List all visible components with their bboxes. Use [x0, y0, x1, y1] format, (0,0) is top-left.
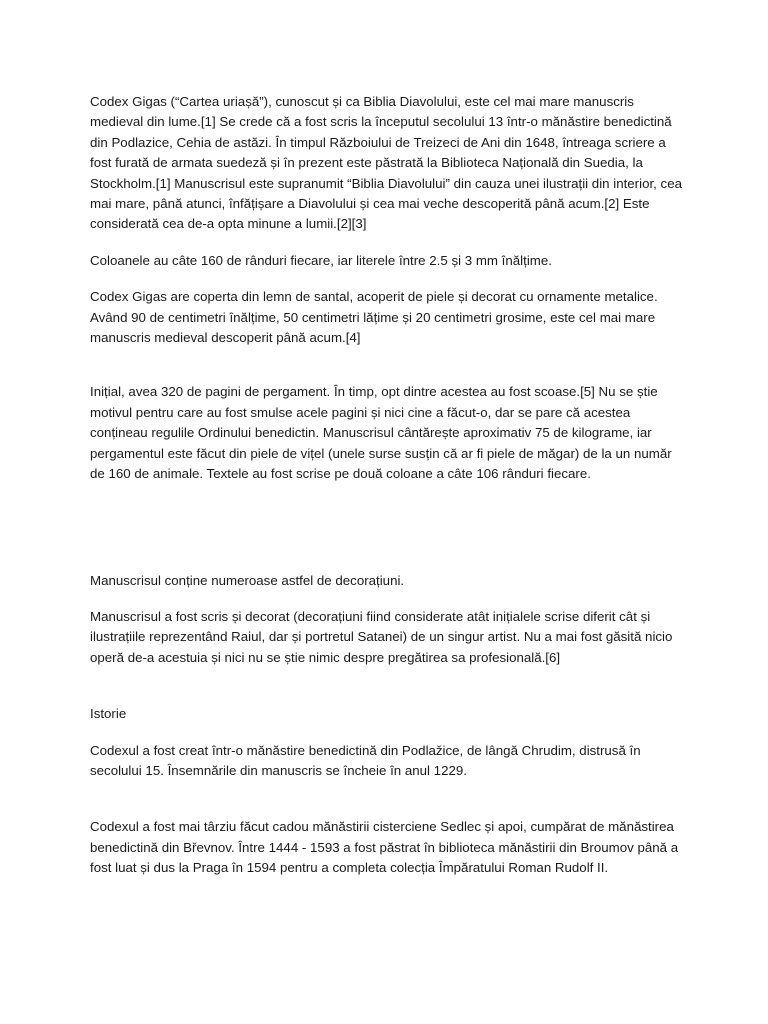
paragraph-decorations: Manuscrisul conține numeroase astfel de decorațiuni.: [90, 572, 405, 588]
document-page: [90, 92, 684, 879]
paragraph-history-later: Codexul a fost mai târziu făcut cadou mănăstirii cisterciene Sedlec și apoi, cumpărat de mănăstirea benedictină din Břevnov. Între 1444 - 1593 a fost păstrat în biblioteca mănăstirii din Broumov până a fost luat și dus la Praga în 1594 pentru a completa colecția Împăratului Roman Rudolf II.: [90, 819, 679, 876]
section-heading-history: Istorie: [90, 706, 127, 722]
paragraph-columns: Coloanele au câte 160 de rânduri fiecare, iar literele între 2.5 și 3 mm înălțime.: [90, 252, 552, 268]
paragraph-artist: Manuscrisul a fost scris și decorat (decorațiuni fiind considerate atât inițialele scrise diferit cât și ilustrațiile reprezentând Raiul, dar și portretul Satanei) de un singur artist. Nu a mai fost găsită nicio operă de-a acestuia și nici nu se știe nimic despre pregătirea sa profesională.[6]: [90, 608, 673, 665]
paragraph-pages: Inițial, avea 320 de pagini de pergament. În timp, opt dintre acestea au fost scoase.[5] Nu se știe motivul pentru care au fost smulse acele pagini și nici cine a făcut-o, dar se pare că acestea conțineau regulile Ordinului benedictin. Manuscrisul cântărește aproximativ 75 de kilograme, iar pergamentul este făcut din piele de vițel (unele surse susțin că ar fi piele de măgar) de la un număr de 160 de animale. Textele au fost scrise pe două coloane a câte 106 rânduri fiecare.: [90, 384, 672, 482]
paragraph-cover: Codex Gigas are coperta din lemn de santal, acoperit de piele și decorat cu ornamente metalice. Având 90 de centimetri înălțime, 50 centimetri lățime și 20 centimetri grosime, este cel mai mare manuscris medieval descoperit până acum.[4]: [90, 289, 658, 346]
paragraph-intro: Codex Gigas (“Cartea uriașă”), cunoscut și ca Biblia Diavolului, este cel mai mare manuscris medieval din lume.[1] Se crede că a fost scris la începutul secolului 13 într-o mănăstire benedictină din Podlazice, Cehia de astăzi. În timpul Războiului de Treizeci de Ani din 1648, întreaga scriere a fost furată de armata suedeză și în prezent este păstrată la Biblioteca Națională din Suedia, la Stockholm.[1] Manuscrisul este supranumit “Biblia Diavolului” din cauza unei ilustrații din interior, cea mai mare, până atunci, înfățișare a Diavolului și cea mai veche descoperită până acum.[2] Este considerată cea de-a opta minune a lumii.[2][3]: [90, 94, 682, 232]
paragraph-history-creation: Codexul a fost creat într-o mănăstire benedictină din Podlažice, de lângă Chrudim, distrusă în secolului 15. Însemnările din manuscris se încheie în anul 1229.: [90, 742, 641, 778]
